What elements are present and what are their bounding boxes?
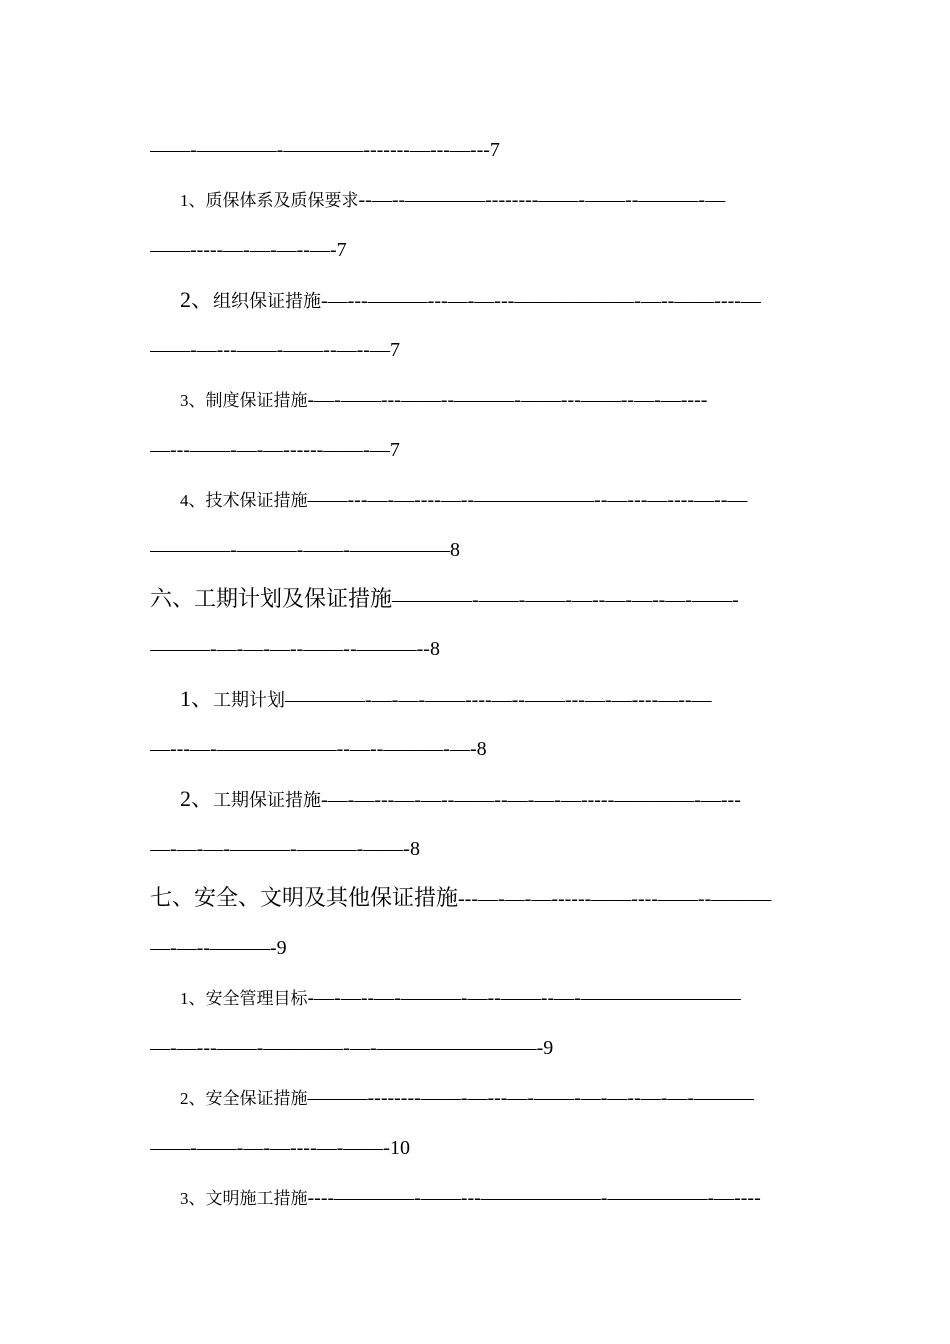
toc-entry-safety-guarantee [150, 1084, 838, 1114]
toc-entry-leader: ——---—-—----—--——————--—---—----—--— [307, 489, 748, 511]
toc-entry-leader: ———--------——-—---—-——-—-—--—-—-——— [307, 1087, 755, 1109]
toc-entry-label: 工期保证措施 [213, 790, 322, 810]
toc-entry-label: 文明施工措施 [205, 1189, 308, 1208]
toc-entry-number: 1、 [180, 686, 214, 711]
toc-entry-label: 质保体系及质保要求 [205, 191, 359, 210]
toc-continuation-line: —---—-——————--—--———-—-8 [150, 738, 487, 760]
toc-entry-label: 技术保证措施 [205, 491, 308, 510]
toc-entry-system [150, 386, 838, 416]
toc-continuation-line: ———-—-—-—--——--———--8 [150, 638, 440, 660]
toc-entry-number: 3、 [180, 1189, 206, 1208]
toc-entry-leader: --—--————--------——-——--———-— [358, 189, 726, 211]
toc-entry-safety-goal [150, 984, 838, 1014]
toc-entry-quality-system [150, 186, 838, 216]
toc-continuation-line: ————-———-——-—————8 [150, 539, 460, 561]
toc-continuation-line: ——-——-—-—----—-——-10 [150, 1137, 410, 1159]
toc-entry-leader: -—-—--—-———-—--——--—-———————— [307, 987, 741, 1009]
toc-entry-organization [150, 286, 838, 316]
toc-continuation-line: ——-----—-—-—--—-7 [150, 239, 347, 261]
toc-section-heading: 六、工期计划及保证措施 [150, 586, 393, 611]
toc-entry-leader: -—---———---—-—---——————-—--——----— [321, 290, 761, 312]
toc-entry-number: 4、 [180, 491, 206, 510]
toc-entry-number: 2、 [180, 287, 214, 312]
toc-section-safety [150, 884, 838, 914]
toc-entry-leader: -—-——---——--———-——---——--—-—---- [307, 389, 708, 411]
toc-entry-leader: ————-——-——-—--—-—--—-——- [392, 589, 739, 611]
toc-entry-schedule-guarantee [150, 785, 838, 815]
toc-entry-label: 工期计划 [213, 690, 286, 710]
toc-entry-number: 1、 [180, 989, 206, 1008]
toc-entry-technical [150, 486, 838, 516]
toc-entry-label: 安全保证措施 [205, 1089, 308, 1108]
toc-entry-leader: ----————-——---——————-—————-—---- [307, 1187, 761, 1209]
toc-entry-number: 1、 [180, 191, 206, 210]
toc-entry-leader: ---—-—-—------——----——--——— [458, 888, 772, 910]
toc-continuation-line: —-—--———-9 [150, 937, 287, 959]
toc-entry-number: 2、 [180, 786, 214, 811]
toc-continuation-line: —-—---——-————-—-————————-9 [150, 1037, 554, 1059]
toc-entry-civilized-construction [150, 1184, 838, 1214]
toc-entry-label: 制度保证措施 [205, 391, 308, 410]
toc-section-heading: 七、安全、文明及其他保证措施 [150, 885, 459, 910]
toc-entry-number: 2、 [180, 1089, 206, 1108]
toc-entry-leader: -—-—---—-—--——--—-—-—-----————-—--- [321, 789, 741, 811]
toc-entry-label: 组织保证措施 [213, 291, 322, 311]
toc-continuation-line: —---——-—-—------——-—7 [150, 439, 400, 461]
toc-continuation-line: ——-—---——-——--—--—7 [150, 339, 400, 361]
toc-section-schedule [150, 585, 838, 615]
toc-entry-number: 3、 [180, 391, 206, 410]
toc-entry-schedule-plan [150, 685, 838, 715]
toc-continuation-line: ——-————-————-------—---—---7 [150, 139, 500, 161]
toc-entry-leader: ————-—-—-——----—--——---—-—----—--— [285, 689, 712, 711]
toc-continuation-line: —-—-—-———-———-——-8 [150, 838, 420, 860]
toc-entry-label: 安全管理目标 [205, 989, 308, 1008]
